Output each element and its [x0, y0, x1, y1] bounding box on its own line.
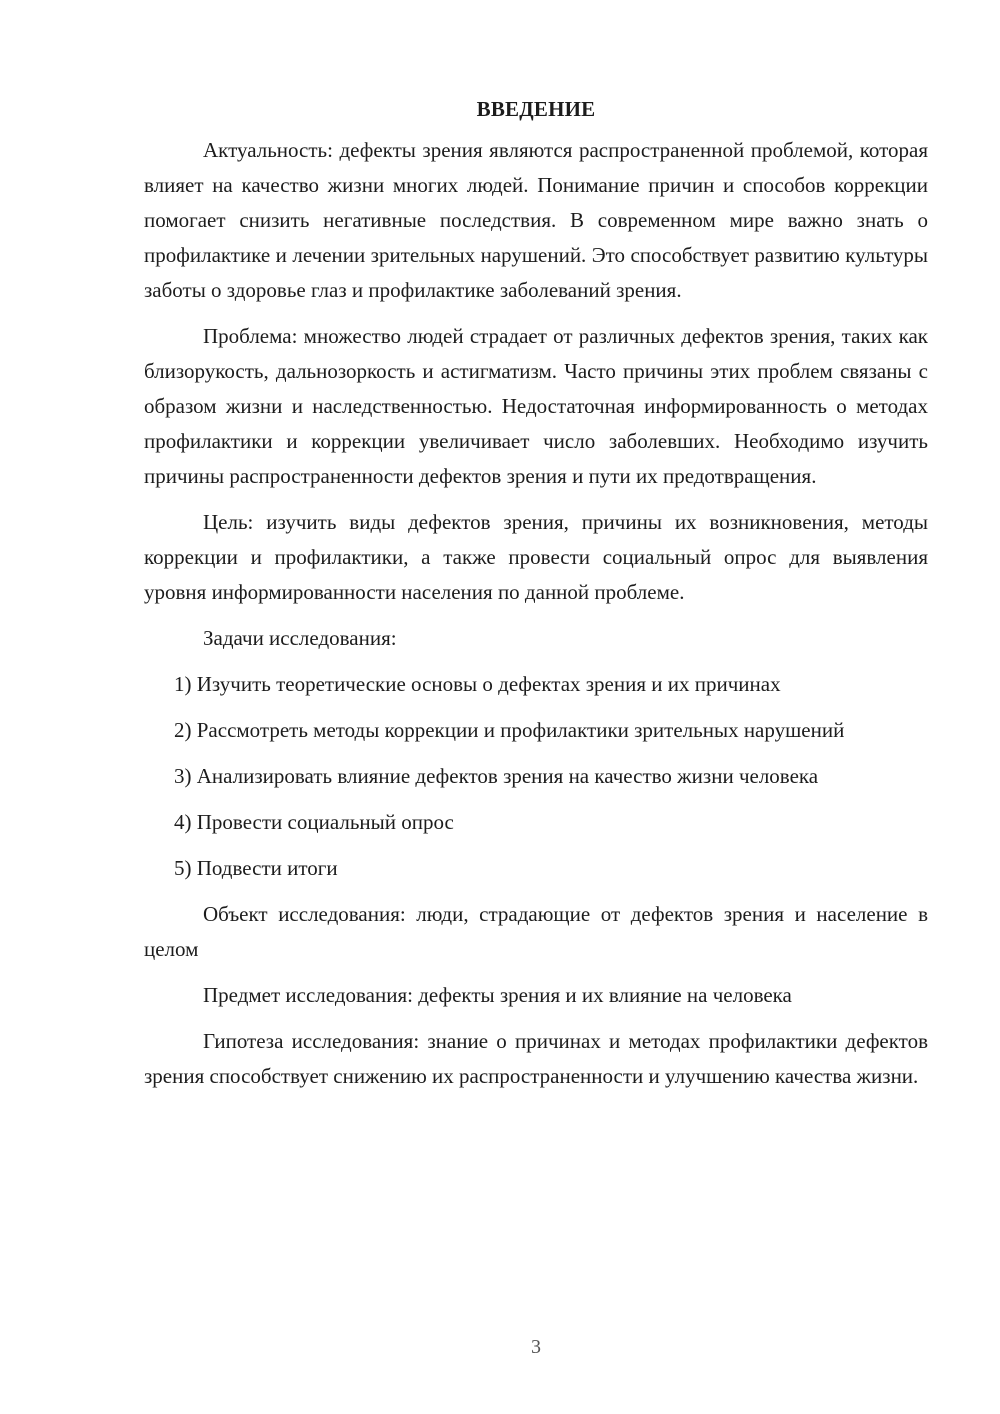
tasks-heading: Задачи исследования:	[203, 626, 397, 650]
paragraph-goal: Цель: изучить виды дефектов зрения, причины их возникновения, методы коррекции и профилактики, а также провести социальный опрос для выявления уровня информированности населения по данной проблеме.	[144, 510, 928, 604]
task-item-4: 4) Провести социальный опрос	[174, 810, 454, 834]
paragraph-research-hypothesis: Гипотеза исследования: знание о причинах и методах профилактики дефектов зрения способствует снижению их распространенности и улучшению качества жизни.	[144, 1029, 928, 1088]
paragraph-relevance: Актуальность: дефекты зрения являются распространенной проблемой, которая влияет на качество жизни многих людей. Понимание причин и способов коррекции помогает снизить негативные последствия. В современном мире важно знать о профилактике и лечении зрительных нарушений. Это способствует развитию культуры заботы о здоровье глаз и профилактике заболеваний зрения.	[144, 138, 928, 302]
task-item-1: 1) Изучить теоретические основы о дефектах зрения и их причинах	[174, 672, 781, 696]
paragraph-problem: Проблема: множество людей страдает от различных дефектов зрения, таких как близорукость, дальнозоркость и астигматизм. Часто причины этих проблем связаны с образом жизни и наследственностью. Недостаточная информированность о методах профилактики и коррекции увеличивает число заболевших. Необходимо изучить причины распространенности дефектов зрения и пути их предотвращения.	[144, 324, 928, 488]
task-item-5: 5) Подвести итоги	[174, 856, 338, 880]
page-content	[144, 92, 928, 1105]
task-item-2: 2) Рассмотреть методы коррекции и профилактики зрительных нарушений	[174, 718, 845, 742]
paragraph-research-object: Объект исследования: люди, страдающие от дефектов зрения и население в целом	[144, 902, 928, 961]
section-title: ВВЕДЕНИЕ	[476, 97, 596, 121]
task-item-3: 3) Анализировать влияние дефектов зрения на качество жизни человека	[174, 764, 819, 788]
paragraph-research-subject: Предмет исследования: дефекты зрения и их влияние на человека	[203, 983, 792, 1007]
page-number: 3	[531, 1336, 541, 1358]
